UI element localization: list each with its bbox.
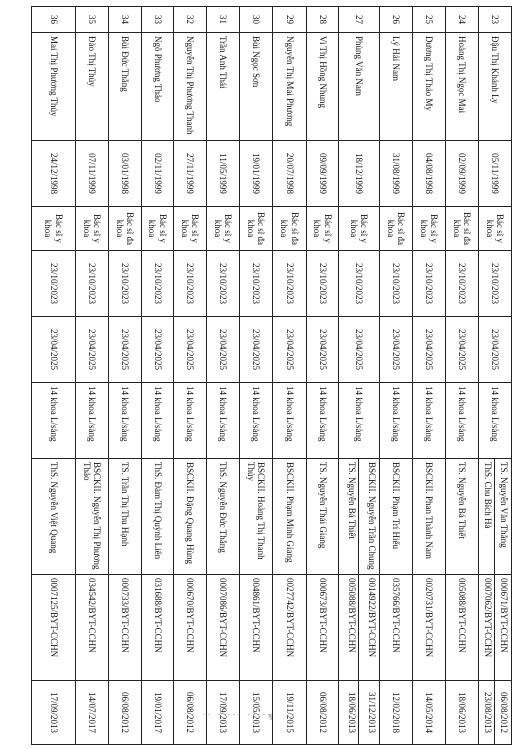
end-date: 23/04/2025 [32, 317, 76, 383]
end-date: 23/04/2025 [273, 317, 307, 383]
certificate-date-cell-entry: 19/01/2017 [152, 691, 163, 733]
start-date: 23/10/2023 [413, 251, 446, 317]
supervisor-cell-entry: BSCKII. Nguyễn Trần Chung [367, 462, 377, 570]
start-date: 23/10/2023 [174, 251, 207, 317]
certificate-date-cell [307, 681, 339, 745]
certificate-cell [109, 575, 142, 681]
certificate-date-cell-entry: 17/09/2013 [218, 691, 229, 733]
birth-date: 07/11/1999 [76, 141, 109, 207]
certificate-date-cell [142, 681, 174, 745]
degree-cell: Bác sĩ y khoa [142, 207, 174, 251]
certificate-date-cell [479, 681, 512, 745]
practice-scope: 14 khoa L/sàng [413, 383, 446, 459]
practice-scope: 14 khoa L/sàng [339, 383, 380, 459]
certificate-date-cell-entry: 06/08/2012 [499, 691, 509, 733]
certificate-date-cell-entry: 06/08/2012 [120, 691, 131, 733]
table-row [413, 7, 446, 745]
degree-cell: Bác sĩ đa khoa [240, 207, 273, 251]
birth-date: 20/07/1998 [273, 141, 307, 207]
full-name: Nguyễn Thị Mai Phương [273, 33, 307, 141]
row-number: 27 [339, 7, 380, 33]
certificate-cell-entry: 000733/BYT-CCHN [120, 578, 131, 653]
practice-scope: 14 khoa L/sàng [76, 383, 109, 459]
birth-date: 02/09/1999 [446, 141, 479, 207]
end-date: 23/04/2025 [413, 317, 446, 383]
certificate-date-cell [380, 681, 413, 745]
table-row [339, 7, 380, 745]
certificate-date-cell-entry: 18/06/2013 [457, 691, 468, 733]
supervisor-cell-entry: TS. Nguyễn Thái Giang [317, 462, 328, 549]
certificate-cell [446, 575, 479, 681]
practice-scope: 14 khoa L/sàng [479, 383, 512, 459]
practice-scope: 14 khoa L/sàng [273, 383, 307, 459]
certificate-date-cell-entry: 19/11/2015 [284, 692, 295, 733]
full-name: Vi Thị Hồng Nhung [307, 33, 339, 141]
table-row [174, 7, 207, 745]
doctor-roster-table [31, 6, 512, 745]
row-number: 36 [32, 7, 76, 33]
certificate-cell-entry: 035766/BYT-CCHN [391, 578, 402, 653]
supervisor-cell-entry: ThS. Đàm Thị Quỳnh Liên [152, 462, 163, 560]
row-number: 29 [273, 7, 307, 33]
certificate-cell [339, 575, 380, 681]
certificate-cell-entry: 031688/BYT-CCHN [152, 578, 163, 653]
degree-cell: Bác sĩ đa khoa [446, 207, 479, 251]
certificate-cell [142, 575, 174, 681]
supervisor-cell-entry: BSCKII. Đặng Quang Hùng [185, 462, 196, 564]
supervisor-cell [380, 459, 413, 575]
practice-scope: 14 khoa L/sàng [32, 383, 76, 459]
start-date: 23/10/2023 [32, 251, 76, 317]
degree-cell: Bác sĩ đa khoa [380, 207, 413, 251]
degree-cell: Bác sĩ y khoa [339, 207, 380, 251]
certificate-date-cell [109, 681, 142, 745]
row-number: 26 [380, 7, 413, 33]
certificate-cell [174, 575, 207, 681]
row-number: 30 [240, 7, 273, 33]
table-row [109, 7, 142, 745]
supervisor-cell [207, 459, 240, 575]
certificate-cell-entry: 005088/BYT-CCHN [457, 578, 468, 653]
degree-cell: Bác sĩ y khoa [76, 207, 109, 251]
birth-date: 04/08/1998 [413, 141, 446, 207]
start-date: 23/10/2023 [142, 251, 174, 317]
birth-date: 09/09/1999 [307, 141, 339, 207]
supervisor-cell-entry: BSCKII. Phan Thành Nam [424, 462, 435, 559]
certificate-cell-entry: 0007125/BYT-CCHN [48, 578, 59, 658]
full-name: Hoàng Thị Ngọc Mai [446, 33, 479, 141]
start-date: 23/10/2023 [446, 251, 479, 317]
end-date: 23/04/2025 [109, 317, 142, 383]
degree-cell: Bác sĩ đa khoa [109, 207, 142, 251]
birth-date: 05/11/1999 [479, 141, 512, 207]
table-row [307, 7, 339, 745]
certificate-date-cell [339, 681, 380, 745]
degree-cell: Bác sĩ y khoa [32, 207, 76, 251]
practice-scope: 14 khoa L/sàng [142, 383, 174, 459]
certificate-cell [207, 575, 240, 681]
full-name: Bùi Đức Thắng [109, 33, 142, 141]
certificate-date-cell-entry: 14/07/2017 [87, 691, 98, 733]
supervisor-cell-entry: BSCKII. Nguyễn Thị Phương Thảo [82, 462, 103, 570]
row-number: 34 [109, 7, 142, 33]
certificate-cell-entry: 004861/BYT-CCHN [251, 578, 262, 653]
table-row [479, 7, 512, 745]
supervisor-cell [174, 459, 207, 575]
full-name: Mai Thị Phương Thủy [32, 33, 76, 141]
certificate-cell [32, 575, 76, 681]
cell-divider [494, 459, 495, 574]
table-row [32, 7, 76, 745]
certificate-cell-entry: 0007086/BYT-CCHN [218, 578, 229, 658]
practice-scope: 14 khoa L/sàng [307, 383, 339, 459]
practice-scope: 14 khoa L/sàng [240, 383, 273, 459]
full-name: Đào Thị Thủy [76, 33, 109, 141]
certificate-cell-entry: 000671/BYT-CCHN [499, 578, 509, 653]
start-date: 23/10/2023 [380, 251, 413, 317]
birth-date: 24/12/1998 [32, 141, 76, 207]
full-name: Đậu Thị Khánh Ly [479, 33, 512, 141]
start-date: 23/10/2023 [240, 251, 273, 317]
supervisor-cell [142, 459, 174, 575]
table-row [142, 7, 174, 745]
start-date: 23/10/2023 [273, 251, 307, 317]
certificate-date-cell-entry: 18/06/2013 [347, 691, 357, 733]
end-date: 23/04/2025 [446, 317, 479, 383]
end-date: 23/04/2025 [174, 317, 207, 383]
row-number: 35 [76, 7, 109, 33]
row-number: 23 [479, 7, 512, 33]
start-date: 23/10/2023 [479, 251, 512, 317]
supervisor-cell [479, 459, 512, 575]
birth-date: 31/08/1999 [380, 141, 413, 207]
end-date: 23/04/2025 [76, 317, 109, 383]
supervisor-cell-entry: ThS. Nguyễn Đức Thắng [218, 462, 229, 553]
certificate-cell [307, 575, 339, 681]
cell-divider [358, 459, 359, 574]
row-number: 31 [207, 7, 240, 33]
cell-divider [494, 681, 495, 744]
certificate-cell [479, 575, 512, 681]
full-name: Nguyễn Thị Phương Thanh [174, 33, 207, 141]
birth-date: 19/01/1999 [240, 141, 273, 207]
supervisor-cell-entry: BSCKII. Phạm Minh Giang [284, 462, 295, 563]
practice-scope: 14 khoa L/sàng [380, 383, 413, 459]
certificate-cell-entry: 0020731/BYT-CCHN [424, 578, 435, 658]
start-date: 23/10/2023 [109, 251, 142, 317]
table-row [446, 7, 479, 745]
degree-cell: Bác sĩ y khoa [413, 207, 446, 251]
certificate-date-cell-entry: 17/09/2013 [48, 691, 59, 733]
birth-date: 02/11/1999 [142, 141, 174, 207]
start-date: 23/10/2023 [307, 251, 339, 317]
birth-date: 11/05/1999 [207, 141, 240, 207]
degree-cell: Bác sĩ đa khoa [273, 207, 307, 251]
certificate-date-cell-entry: 06/08/2012 [317, 691, 328, 733]
row-number: 32 [174, 7, 207, 33]
certificate-date-cell-entry: 12/02/2018 [391, 691, 402, 733]
supervisor-cell-entry: TS. Nguyễn Bá Thiết [347, 462, 357, 539]
certificate-date-cell [446, 681, 479, 745]
degree-cell: Bác sĩ y khoa [479, 207, 512, 251]
full-name: Dương Thị Thảo My [413, 33, 446, 141]
supervisor-cell [307, 459, 339, 575]
table-row [380, 7, 413, 745]
end-date: 23/04/2025 [339, 317, 380, 383]
birth-date: 03/01/1998 [109, 141, 142, 207]
birth-date: 27/11/1999 [174, 141, 207, 207]
supervisor-cell [240, 459, 273, 575]
certificate-cell [273, 575, 307, 681]
certificate-cell [240, 575, 273, 681]
supervisor-cell [109, 459, 142, 575]
end-date: 23/04/2025 [307, 317, 339, 383]
certificate-cell [413, 575, 446, 681]
certificate-cell-entry: 000670/BYT-CCHN [185, 578, 196, 653]
supervisor-cell [76, 459, 109, 575]
scan-mark: k. .. ... . .. [200, 712, 272, 721]
supervisor-cell [413, 459, 446, 575]
certificate-cell [380, 575, 413, 681]
end-date: 23/04/2025 [207, 317, 240, 383]
certificate-date-cell-entry: 06/08/2012 [185, 691, 196, 733]
certificate-cell-entry: 0027742/BYT-CCHN [284, 578, 295, 658]
table-row [273, 7, 307, 745]
certificate-cell-entry: 0007062/BYT-CCHN [483, 578, 493, 658]
supervisor-cell-entry: TS. Trần Thị Thu Hạnh [120, 462, 131, 547]
end-date: 23/04/2025 [479, 317, 512, 383]
certificate-date-cell-entry: 23/08/2013 [483, 691, 493, 733]
certificate-date-cell [273, 681, 307, 745]
full-name: Phùng Văn Nam [339, 33, 380, 141]
degree-cell: Bác sĩ y khoa [174, 207, 207, 251]
row-number: 33 [142, 7, 174, 33]
table-row [207, 7, 240, 745]
table-row [240, 7, 273, 745]
row-number: 28 [307, 7, 339, 33]
supervisor-cell-entry: TS. Nguyễn Bá Thiết [457, 462, 468, 539]
start-date: 23/10/2023 [207, 251, 240, 317]
degree-cell: Bác sĩ y khoa [207, 207, 240, 251]
supervisor-cell [446, 459, 479, 575]
certificate-cell-entry: 005088/BYT-CCHN [347, 578, 357, 653]
full-name: Ngô Phương Thảo [142, 33, 174, 141]
practice-scope: 14 khoa L/sàng [174, 383, 207, 459]
cell-divider [358, 681, 359, 744]
supervisor-cell-entry: TS. Nguyễn Văn Thắng [499, 462, 509, 548]
row-number: 24 [446, 7, 479, 33]
certificate-date-cell-entry: 31/12/2013 [367, 691, 377, 733]
table-row [76, 7, 109, 745]
end-date: 23/04/2025 [142, 317, 174, 383]
degree-cell: Bác sĩ y khoa [307, 207, 339, 251]
cell-divider [358, 575, 359, 680]
birth-date: 18/12/1999 [339, 141, 380, 207]
end-date: 23/04/2025 [380, 317, 413, 383]
certificate-cell [76, 575, 109, 681]
practice-scope: 14 khoa L/sàng [109, 383, 142, 459]
certificate-date-cell [413, 681, 446, 745]
full-name: Bùi Ngọc Sơn [240, 33, 273, 141]
row-number: 25 [413, 7, 446, 33]
supervisor-cell [273, 459, 307, 575]
cell-divider [494, 575, 495, 680]
end-date: 23/04/2025 [240, 317, 273, 383]
certificate-date-cell [76, 681, 109, 745]
supervisor-cell-entry: BSCKII. Hoàng Thị Thanh Thủy [246, 462, 267, 560]
supervisor-cell-entry: ThS. Chu Bích Hà [483, 462, 493, 529]
certificate-date-cell-entry: 14/05/2014 [424, 691, 435, 733]
full-name: Trần Anh Thái [207, 33, 240, 141]
practice-scope: 14 khoa L/sàng [207, 383, 240, 459]
start-date: 23/10/2023 [76, 251, 109, 317]
certificate-date-cell [32, 681, 76, 745]
full-name: Lý Hải Nam [380, 33, 413, 141]
supervisor-cell-entry: ThS. Nguyễn Việt Quang [48, 462, 59, 554]
start-date: 23/10/2023 [339, 251, 380, 317]
certificate-cell-entry: 0014922/BYT-CCHN [367, 578, 377, 658]
supervisor-cell-entry: BSCKII. Phạm Trí Hiếu [391, 462, 402, 550]
certificate-cell-entry: 034542/BYT-CCHN [87, 578, 98, 653]
supervisor-cell [339, 459, 380, 575]
practice-scope: 14 khoa L/sàng [446, 383, 479, 459]
certificate-date-cell-entry: 15/05/2013 [251, 691, 262, 733]
supervisor-cell [32, 459, 76, 575]
certificate-cell-entry: 000673/BYT-CCHN [317, 578, 328, 653]
